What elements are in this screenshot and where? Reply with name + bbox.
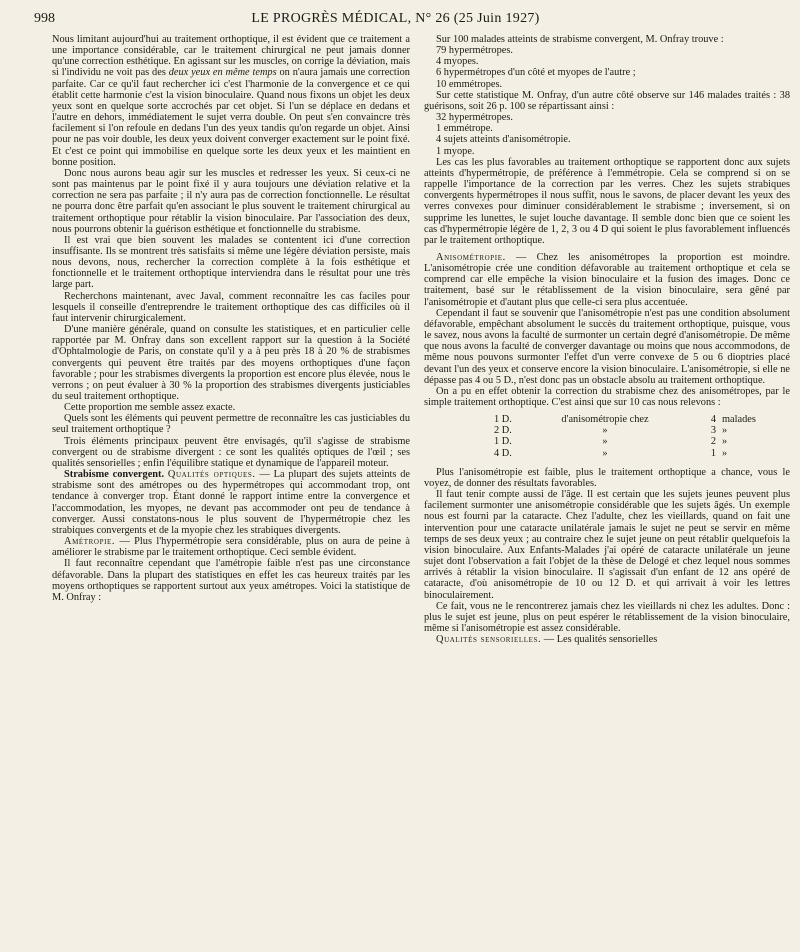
paragraph: Cette proportion me semble assez exacte. (64, 402, 236, 414)
table-cell: 4 (710, 414, 716, 426)
table-cell: 2 D. (494, 425, 512, 437)
table-cell: » (722, 436, 728, 448)
paragraph: Il faut tenir compte aussi de l'âge. Il est certain que les sujets jeunes peuvent plus facilement surmonter une anisométropie considérable que les sujets âgés. Un exemple nous est fourni par la cataracte. Chez l'adulte, chez les vieillards, quand on fait une intervention pour une cataracte unilatérale jamais le sujet ne peut se servir en même temps de ses deux yeux ; au contraire chez le sujet jeune on peut rétablir quelquefois la vision binoculaire. Aux Enfants-Malades j'ai opéré de cataracte unilatérale un jeune sujet dont l'observation a fait l'objet de la thèse de Delogé et chez lequel nous sommes arrivés à rétablir la vision binoculaire. Il s'agissait d'un enfant de 12 ans opéré de cataracte, d'où anisométropie de 10 ou 12 D. et qui arrivait à voir les lettres binoculairement. (424, 489, 790, 601)
paragraph: Qualités sensorielles. — Les qualités sensorielles (436, 634, 658, 646)
paragraph: Strabisme convergent. Qualités optiques. — La plupart des sujets atteints de strabisme sont des amétropes ou des hypermétropes qui accommodant trop, ont tendance à converger trop. Étant donné le rapport intime entre la convergence et l'accommodation, les myopes, ne devant pas accommoder ont peu de tendance à converger. Aussi constatons-nous le plus souvent de l'hypermétropie chez les strabiques convergents et de la myopie chez les strabiques divergents. (52, 469, 410, 536)
table-cell: » (722, 425, 728, 437)
paragraph: Ce fait, vous ne le rencontrerez jamais chez les vieillards ni chez les adultes. Donc : plus le sujet est jeune, plus on peut espérer le rétablissement de la vision binoculaire, même si l'anisométropie est assez considérable. (424, 600, 790, 634)
table-cell: » (722, 447, 728, 459)
paragraph: Cependant il faut se souvenir que l'anisométropie n'est pas une condition absolument défavorable, empêchant absolument le succès du traitement orthoptique, puisque, vous le savez, nous avons la faculté de surmonter un certain degré d'anisométropie. De même que nous avons la faculté de converger davantage ou moins que nous accommodons, de même nous pouvons surmonter l'effet d'un verre convexe de 5 ou 6 dioptries placé devant l'un des yeux et conserve encore la vision binoculaire. L'anisométropie, si elle ne dépasse pas 4 ou 5 D., n'est donc pas un obstacle absolu au traitement orthoptique. (424, 307, 790, 386)
paragraph: Trois éléments principaux peuvent être envisagés, qu'il s'agisse de strabisme convergent ou de strabisme divergent : ce sont les qualités optiques de l'œil ; ses qualités sensorielles ; enfin l'équilibre statique et dynamique de l'appareil moteur. (52, 435, 410, 469)
table-cell: 1 D. (494, 436, 512, 448)
paragraph: Nous limitant aujourd'hui au traitement orthoptique, il est évident que ce traitement a une importance considérable, car le traitement chirurgical ne peut jamais donner qu'une correction esthétique. En agissant sur les muscles, on corrige la déviation, mais si l'individu ne voit pas des deux yeux en même temps on n'aura jamais une correction parfaite. Car ce qu'il faut rechercher ici c'est l'harmonie de la convergence et ce qui établit cette harmonie c'est la vision binoculaire. Quand nous fixons un objet les deux yeux sont en quelque sorte accrochés par cet objet. Si l'un se déplace en dedans et l'autre en dehors, immédiatement le sujet verra double. On peut s'en convaincre très facilement si l'on refoule en dedans l'un des yeux tandis qu'on regarde un objet. Ainsi pour ne pas voir double, les deux yeux doivent converger exactement sur le point fixé. Et c'est ce point qui immobilise en quelque sorte les deux yeux et les maintient en bonne position. (52, 34, 410, 168)
table-cell: d'anisométropie chez (561, 414, 649, 426)
subsection-heading: Qualités optiques. (167, 469, 256, 481)
paragraph: Anisométropie. — Chez les anisométropes la proportion est moindre. L'anisométropie crée une condition défavorable au traitement orthoptique et cela se comprend car elle empêche la vision binoculaire et la fusion des images. Donc ce traitement, basé sur le rétablissement de la vision binoculaire, sera gêné par l'anisométropie et d'autant plus que celle-ci sera plus accentuée. (424, 251, 790, 308)
table-row (494, 436, 788, 447)
table-cell: » (602, 425, 608, 437)
paragraph: Sur 100 malades atteints de strabisme convergent, M. Onfray trouve : (436, 34, 724, 45)
table-cell: » (602, 436, 608, 448)
paragraph: Donc nous aurons beau agir sur les muscles et redresser les yeux. Si ceux-ci ne sont pas maintenus par le point fixé il y aura toujours une déviation relative et la correction ne sera pas parfaite ; il n'y aura pas de correction fonctionnelle. Le résultat ne pourra donc être parfait qu'en associant le plus souvent le traitement chirurgical au traitement orthoptique pour rétablir la vision binoculaire. Par l'association des deux, nous pourrons obtenir la guérison esthétique et fonctionnelle du strabisme. (52, 167, 410, 235)
page-header (34, 6, 776, 32)
left-column (52, 34, 410, 948)
paragraph: Amétropie. — Plus l'hypermétropie sera considérable, plus on aura de peine à améliorer le strabisme par le traitement orthoptique. Ceci semble évident. (52, 536, 410, 559)
paragraph: Il faut reconnaître cependant que l'amétropie faible n'est pas une circonstance défavorable. Dans la plupart des statistiques en effet les cas heureux traités par les moyens orthoptiques se rapportent surtout aux yeux amétropes. Voici la statistique de M. Onfray : (52, 558, 410, 603)
paragraph: Quels sont les éléments qui peuvent permettre de reconnaître les cas justiciables du seul traitement orthoptique ? (52, 413, 410, 436)
paragraph: D'une manière générale, quand on consulte les statistiques, et en particulier celle rapportée par M. Onfray dans son excellent rapport sur la question à la Société d'Ophtalmologie de Paris, on constate qu'il y a à peu près 18 à 20 % de strabismes convergents qui peuvent être traités par des moyens orthoptiques d'une façon favorable ; pour les strabismes divergents la proportion est encore plus élevée, nous le verrons ; on peut évaluer à 30 % la proportion des strabismes divergents justiciables du seul traitement orthoptique. (52, 324, 410, 402)
table-cell: » (602, 447, 608, 459)
paragraph: Sur cette statistique M. Onfray, d'un autre côté observe sur 146 malades traités : 38 guérisons, soit 26 p. 100 se répartissant ainsi : (424, 89, 790, 112)
page-number: 998 (34, 11, 55, 26)
paragraph: On a pu en effet obtenir la correction du strabisme chez des anisométropes, par le simple traitement orthoptique. C'est ainsi que sur 10 cas nous relevons : (424, 385, 790, 408)
subsection-heading: Qualités sensorielles. (436, 634, 542, 646)
table-cell: 3 (710, 425, 716, 437)
right-column (424, 34, 790, 948)
list-item: 4 myopes. (436, 56, 479, 68)
table-cell: 1 D. (494, 414, 512, 426)
list-item: 79 hypermétropes. (436, 45, 513, 57)
list-item: 1 emmétrope. (436, 123, 493, 135)
paragraph: Recherchons maintenant, avec Javal, comment reconnaître les cas faciles pour lesquels il conseille d'entreprendre le traitement orthoptique des cas difficiles où il faut intervenir chirurgicalement. (52, 290, 410, 324)
list-item: 32 hypermétropes. (436, 112, 513, 124)
table-cell: 4 D. (494, 447, 512, 459)
list-item: 4 sujets atteints d'anisométropie. (436, 134, 571, 146)
list-item: 6 hypermétropes d'un côté et myopes de l'autre ; (436, 67, 636, 79)
table-cell: malades (722, 414, 756, 426)
table-cell: 2 (710, 436, 716, 448)
list-item: 1 myope. (436, 145, 475, 157)
paragraph: Les cas les plus favorables au traitement orthoptique se rapportent donc aux sujets atteints d'hypermétropie, de préférence à l'emmétropie. Cela se comprend si on se rappelle l'importance de la correction par les verres. Chez les sujets strabiques convergents hypermétropes il nous suffit, nous le savons, de placer devant les yeux des verres convexes pour diminuer considérablement le strabisme ; inversement, si on supprime les lunettes, le sujet louche davantage. Il semble donc bien que ce soient les cas d'hypermétropie légère de 1, 2, 3 ou 4 D qui soient le plus favorablement influencés par le traitement orthoptique. (424, 156, 790, 246)
table-row (494, 414, 788, 425)
subsection-heading: Amétropie. (64, 536, 116, 548)
table-cell: 1 (710, 447, 716, 459)
paragraph: Plus l'anisométropie est faible, plus le traitement orthoptique a chance, vous le voyez, de donner des résultats favorables. (424, 466, 790, 489)
anisometropia-table (494, 414, 788, 459)
table-row (494, 448, 788, 459)
emphasis: deux yeux en même temps (168, 67, 277, 79)
journal-title: LE PROGRÈS MÉDICAL, N° 26 (25 Juin 1927) (251, 11, 540, 26)
list-item: 10 emmétropes. (436, 78, 503, 90)
table-row (494, 425, 788, 436)
subsection-heading: Anisométropie. (436, 251, 506, 263)
paragraph: Il est vrai que bien souvent les malades se contentent ici d'une correction insuffisante. Ils se montrent très satisfaits si même une légère déviation persiste, mais nous devons, nous, rechercher la correction complète à la fois esthétique et fonctionnelle et le traitement orthoptique interviendra dans le résultat pour une très large part. (52, 234, 410, 291)
section-heading: Strabisme convergent. (64, 469, 165, 481)
